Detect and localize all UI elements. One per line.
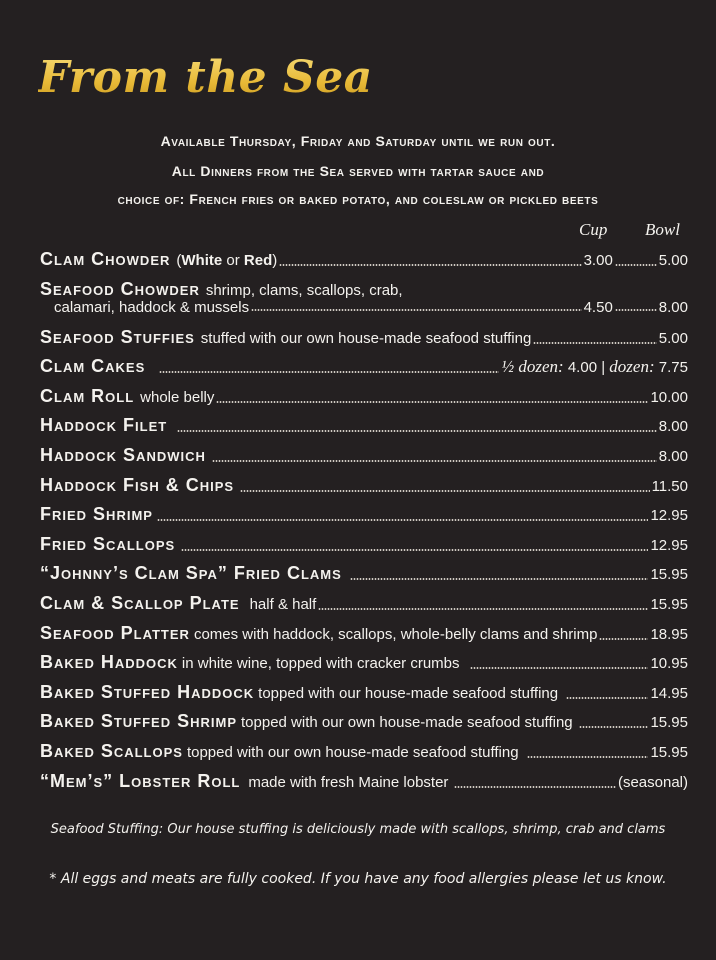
dot-leader (350, 578, 649, 580)
item-description-cont: calamari, haddock & mussels (54, 299, 250, 316)
dot-leader (240, 490, 650, 492)
item-price: 10.95 (650, 655, 688, 672)
dot-leader (251, 309, 582, 311)
item-price: 15.95 (650, 714, 688, 731)
item-description: comes with haddock, scallops, whole-belly clams and shrimp (193, 626, 598, 643)
menu-item-seafood-platter (40, 623, 688, 645)
dot-leader (318, 608, 648, 610)
dot-leader (157, 519, 649, 521)
item-name: Clam & Scallop Plate (40, 593, 240, 613)
menu-title: From the Sea (38, 52, 373, 103)
item-description: half & half (249, 596, 317, 613)
item-name: Baked Stuffed Haddock (40, 682, 255, 702)
item-price: 15.95 (650, 744, 688, 761)
item-cup-price: 4.50 (583, 299, 613, 316)
item-description: in white wine, topped with cracker crumbs (181, 655, 460, 672)
item-price: 12.95 (650, 507, 688, 524)
dot-leader (279, 264, 581, 266)
item-price: (seasonal) (617, 774, 688, 791)
item-description: whole belly (140, 389, 215, 406)
item-name: Seafood Chowder (40, 279, 200, 299)
item-name: Fried Shrimp (40, 504, 153, 524)
item-price: 5.00 (658, 330, 688, 347)
item-description: stuffed with our own house-made seafood stuffing (200, 330, 532, 347)
menu-item-fried-scallops (40, 534, 688, 556)
dot-leader (159, 371, 499, 373)
dot-leader (212, 460, 657, 462)
item-name: “Mem’s” Lobster Roll (40, 771, 241, 791)
menu-item-haddock-sandwich (40, 445, 688, 467)
item-name: Clam Cakes (40, 356, 146, 376)
menu-item-baked-stuffed-haddock (40, 682, 688, 704)
menu-item-seafood-chowder-line2 (54, 299, 688, 316)
item-name: Fried Scallops (40, 534, 176, 554)
menu-item-johnnys-fried-clams (40, 563, 688, 585)
dot-leader (216, 401, 648, 403)
item-bowl-price: 8.00 (658, 299, 688, 316)
item-name: Haddock Fish & Chips (40, 475, 235, 495)
dot-leader (181, 549, 648, 551)
menu-item-haddock-filet (40, 415, 688, 437)
menu-item-haddock-fish-chips (40, 475, 688, 497)
item-name: Haddock Sandwich (40, 445, 206, 465)
item-description: (White or Red) (176, 252, 278, 269)
item-price: 8.00 (658, 418, 688, 435)
dot-leader (615, 264, 657, 266)
dot-leader (527, 756, 649, 758)
menu-item-clam-scallop-plate (40, 593, 688, 615)
item-price: 14.95 (650, 685, 688, 702)
dot-leader (470, 667, 649, 669)
dot-leader (177, 430, 657, 432)
item-description: topped with our house-made seafood stuffing (258, 685, 559, 702)
intro-line-1: Available Thursday, Friday and Saturday until we run out. (160, 133, 556, 149)
item-price-half-dozen: ½ dozen: 4.00 | dozen: 7.75 (501, 357, 688, 376)
column-cup-header: Cup (579, 220, 608, 239)
dot-leader (566, 697, 648, 699)
item-price: 12.95 (650, 537, 688, 554)
item-price: 15.95 (650, 566, 688, 583)
dot-leader (454, 786, 616, 788)
item-price: 10.00 (650, 389, 688, 406)
item-name: Baked Stuffed Shrimp (40, 711, 238, 731)
menu-item-clam-cakes (40, 356, 688, 378)
item-name: Clam Roll (40, 386, 135, 406)
intro-line-2: All Dinners from the Sea served with tartar sauce and (171, 163, 545, 179)
menu-item-mems-lobster-roll (40, 771, 688, 793)
item-name: Baked Haddock (40, 652, 178, 672)
menu-item-baked-scallops (40, 741, 688, 763)
item-price: 18.95 (650, 626, 688, 643)
item-name: “Johnny’s Clam Spa” Fried Clams (40, 563, 342, 583)
menu-item-fried-shrimp (40, 504, 688, 526)
menu-item-clam-roll (40, 386, 688, 408)
item-price: 11.50 (651, 478, 688, 495)
item-bowl-price: 5.00 (658, 252, 688, 269)
menu-item-clam-chowder (40, 249, 688, 271)
item-description: shrimp, clams, scallops, crab, (205, 282, 403, 299)
menu-item-seafood-stuffies (40, 327, 688, 349)
menu-item-baked-stuffed-shrimp (40, 711, 688, 733)
allergy-note: * All eggs and meats are fully cooked. If you have any food allergies please let us know. (49, 871, 667, 887)
item-name: Clam Chowder (40, 249, 171, 269)
item-price: 15.95 (650, 596, 688, 613)
menu-item-seafood-chowder (40, 279, 688, 301)
menu-item-baked-haddock (40, 652, 688, 674)
dot-leader (599, 638, 648, 640)
item-name: Haddock Filet (40, 415, 168, 435)
item-name: Seafood Platter (40, 623, 190, 643)
item-description: made with fresh Maine lobster (248, 774, 449, 791)
intro-line-3: choice of: French fries or baked potato, and coleslaw or pickled beets (117, 191, 599, 207)
stuffing-note: Seafood Stuffing: Our house stuffing is deliciously made with scallops, shrimp, crab and clams (50, 822, 666, 837)
item-cup-price: 3.00 (583, 252, 613, 269)
dot-leader (615, 309, 657, 311)
dot-leader (533, 342, 657, 344)
item-price: 8.00 (658, 448, 688, 465)
column-bowl-header: Bowl (645, 220, 680, 239)
item-name: Seafood Stuffies (40, 327, 195, 347)
dot-leader (579, 726, 649, 728)
item-description: topped with our own house-made seafood stuffing (186, 744, 519, 761)
item-description: topped with our own house-made seafood stuffing (241, 714, 573, 731)
item-name: Baked Scallops (40, 741, 183, 761)
